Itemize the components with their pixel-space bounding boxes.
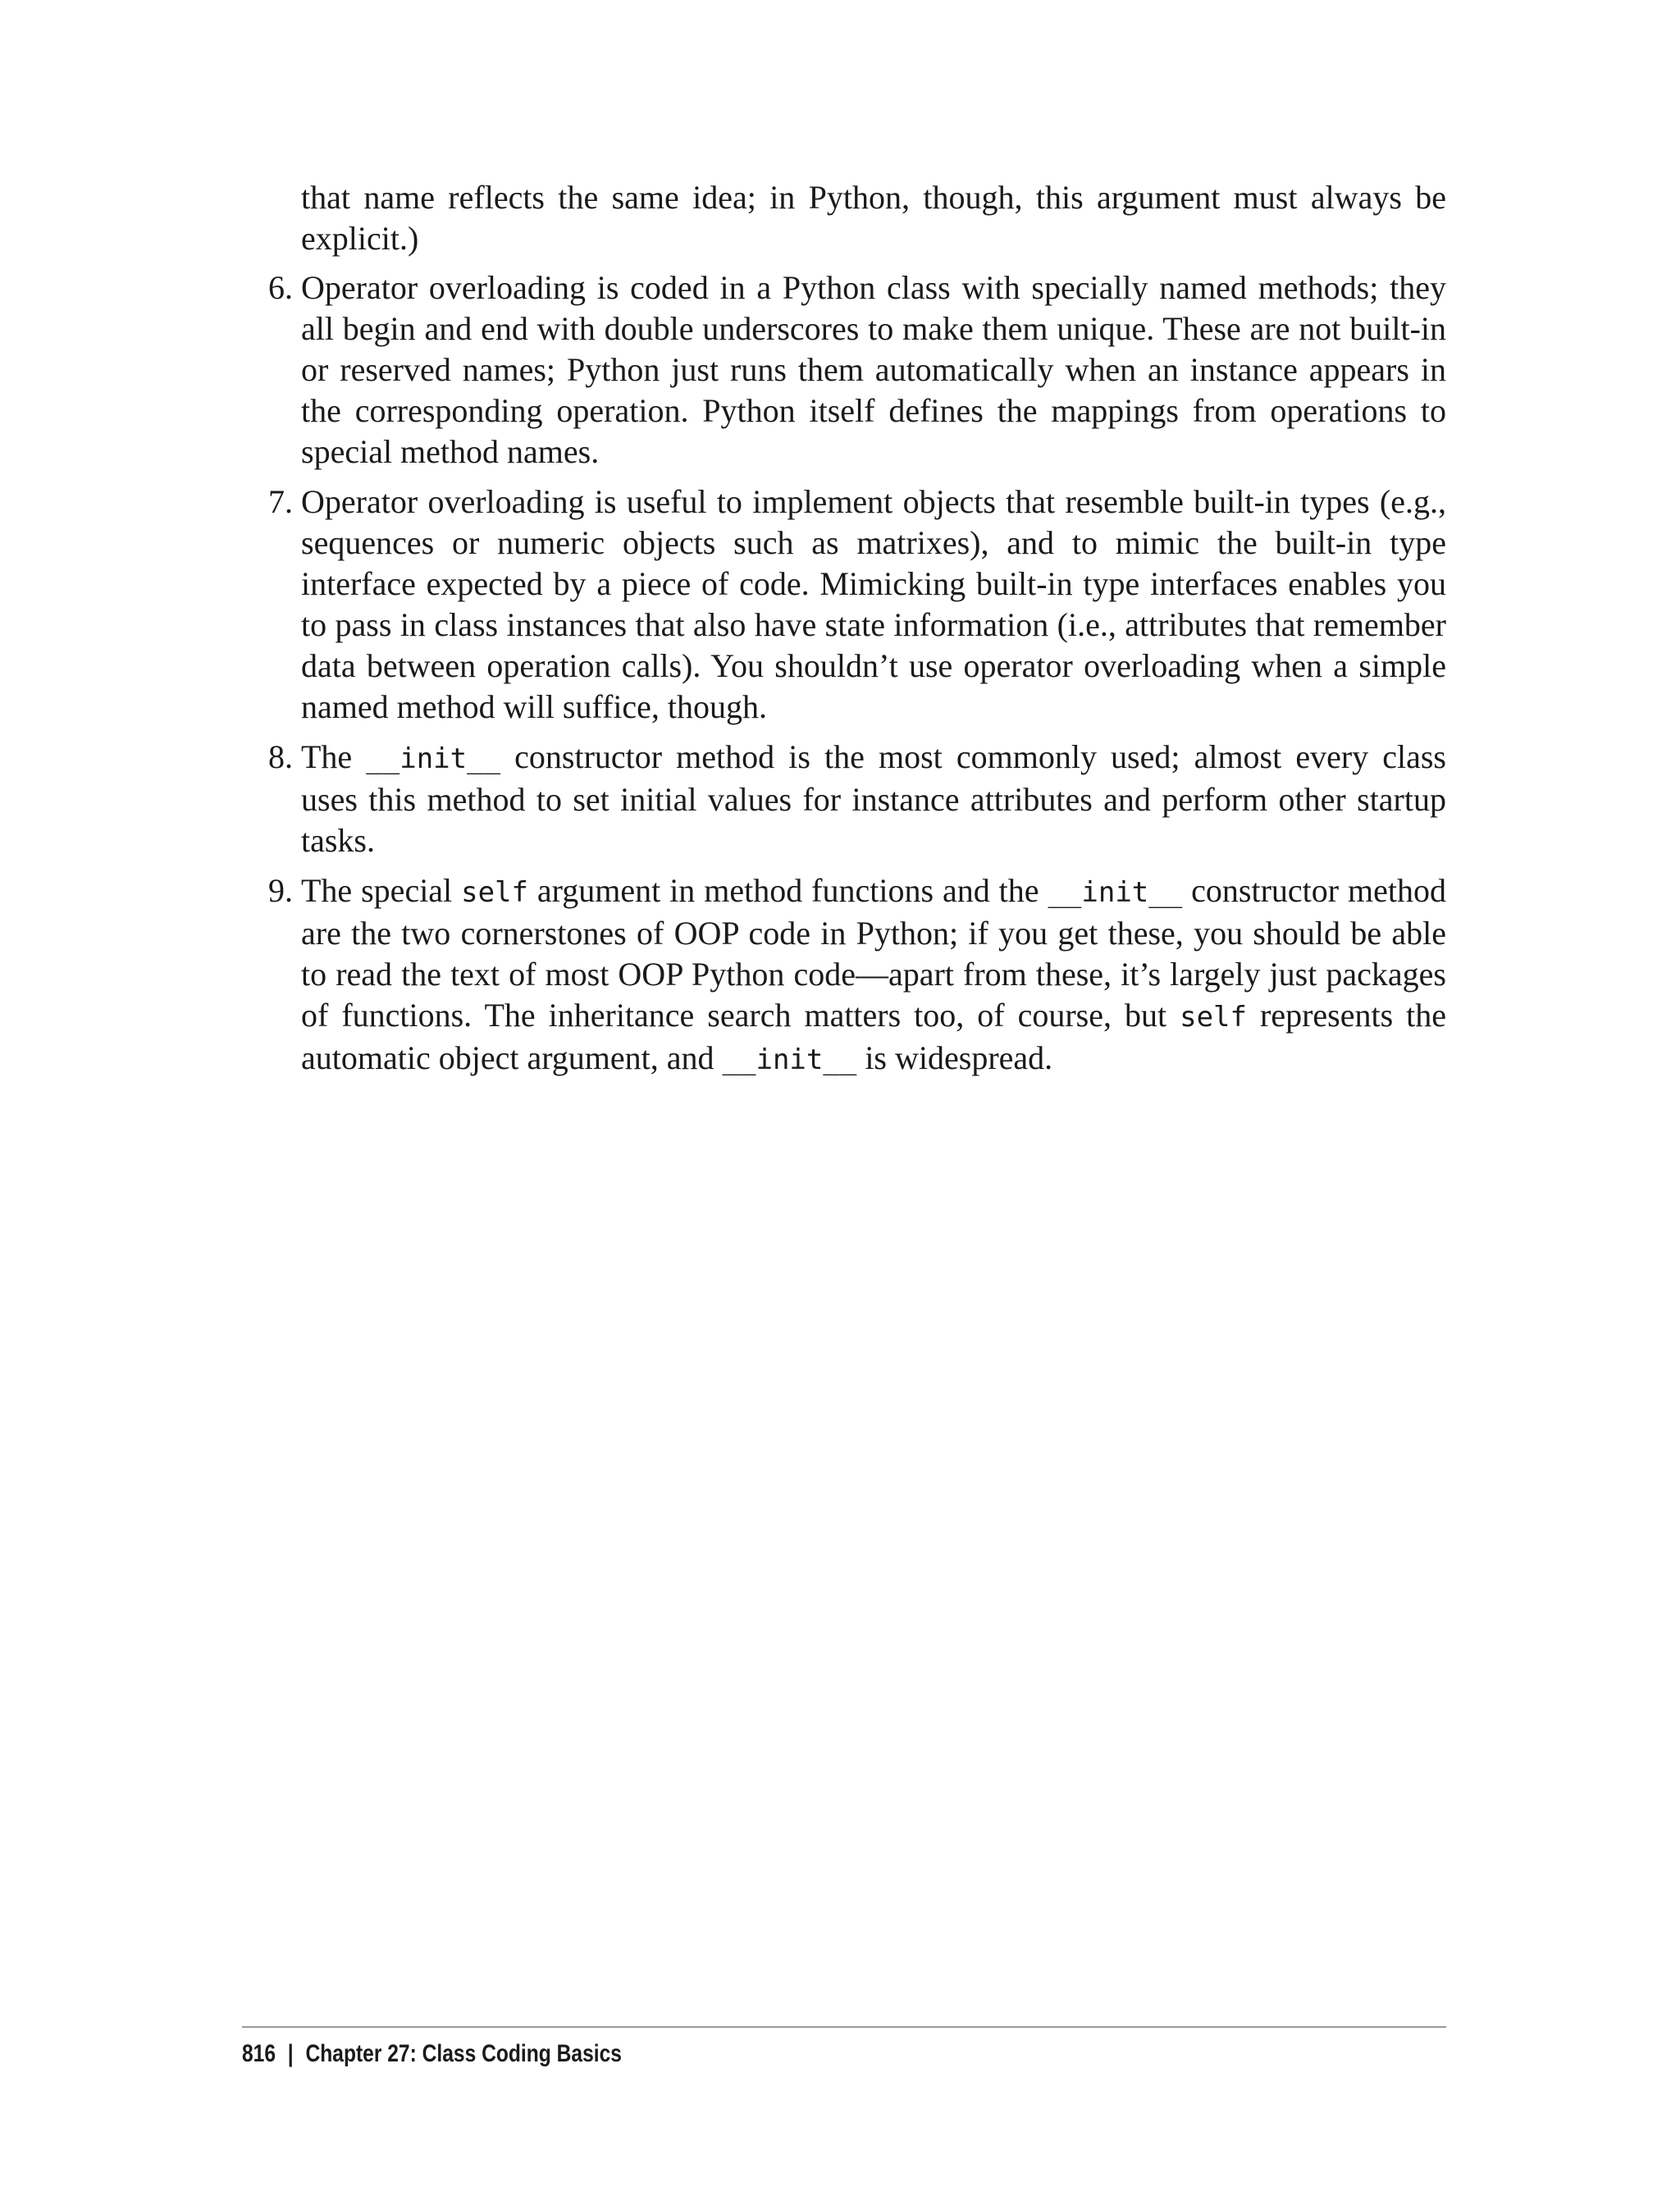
answer-item-7 xyxy=(242,482,1446,728)
inline-code: __init__ xyxy=(366,742,501,775)
answer-number: 6. xyxy=(268,269,293,306)
inline-code: __init__ xyxy=(722,1043,857,1076)
answer-text: argument in method functions and the xyxy=(528,872,1048,909)
inline-code: __init__ xyxy=(1048,876,1183,909)
answer-text: The xyxy=(301,738,367,775)
answer-text: Operator overloading is useful to implement objects that resemble built-in types (e.g., sequences or numeric objects such as matrixes), and to mimic the built-in type interface expected by a piece of code. Mimicking built-in type interfaces enables you to pass in class instances that also have state information (i.e., attributes that remember data between operation calls). You shouldn’t use operator overloading when a simple named method will suffice, though. xyxy=(301,483,1446,725)
answer-number: 7. xyxy=(268,483,293,520)
answers-list xyxy=(242,267,1446,1080)
inline-code: self xyxy=(1180,1001,1247,1034)
answer-text: represents the automatic object argument, and xyxy=(301,997,1447,1076)
answer-text: is widespread. xyxy=(856,1039,1053,1076)
page-footer xyxy=(242,2038,622,2070)
answer-text: Operator overloading is coded in a Python class with specially named methods; they all begin and end with double underscores to make them unique. These are not built-in or reserved names; Python just runs them automatically when an instance appears in the corresponding operation. Python itself defines the mappings from operations to special method names. xyxy=(301,269,1446,470)
answer-item-8 xyxy=(242,737,1446,861)
answer-text: The special xyxy=(301,872,462,909)
answers-body xyxy=(242,177,1446,1089)
page-number: 816 xyxy=(242,2040,276,2067)
footer-rule xyxy=(242,2026,1446,2028)
answer-text: constructor method are the two cornerstones of OOP code in Python; if you get these, you should be able to read the text of most OOP Python code—apart from these, it’s largely just packages of functions. The inheritance search matters too, of course, but xyxy=(301,872,1446,1034)
answer-number: 8. xyxy=(268,738,293,775)
answer-number: 9. xyxy=(268,872,293,909)
answer-text: constructor method is the most commonly used; almost every class uses this method to set initial values for instance attributes and perform other startup tasks. xyxy=(301,738,1447,859)
inline-code: self xyxy=(461,876,528,909)
answer-item-6 xyxy=(242,267,1446,472)
answer-5-continuation-text: that name reflects the same idea; in Python, though, this argument must always be explicit.) xyxy=(301,179,1446,257)
footer-separator: | xyxy=(287,2040,294,2067)
answer-5-continuation xyxy=(242,177,1446,259)
chapter-title: Chapter 27: Class Coding Basics xyxy=(305,2040,622,2067)
answer-item-9 xyxy=(242,870,1446,1080)
